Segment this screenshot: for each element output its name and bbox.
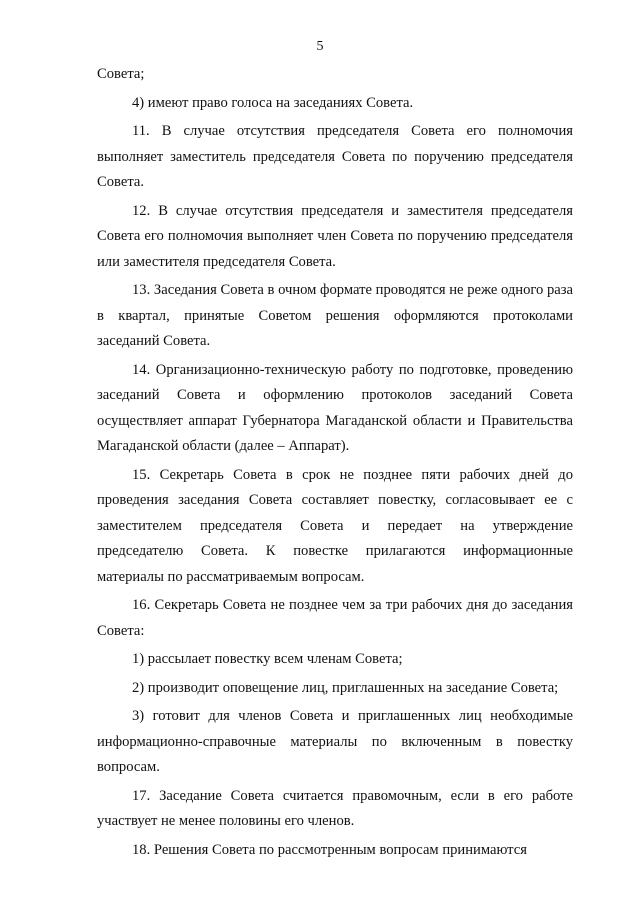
paragraph-15: 15. Секретарь Совета в срок не позднее пяти рабочих дней до проведения заседания Совета составляет повестку, согласовывает ее с заместителем председателя Совета и передает на утверждение председателю Совета. К повестке прилагаются информационные материалы по рассматриваемым вопросам. <box>97 466 573 585</box>
paragraph-16-item-1: 1) рассылает повестку всем членам Совета; <box>132 651 403 667</box>
paragraph-16-item-2: 2) производит оповещение лиц, приглашенных на заседание Совета; <box>132 679 559 696</box>
paragraph-11: 11. В случае отсутствия председателя Совета его полномочия выполняет заместитель председателя Совета по поручению председателя Совета. <box>97 123 573 190</box>
paragraph-12: 12. В случае отсутствия председателя и заместителя председателя Совета его полномочия выполняет член Совета по поручению председателя или заместителя председателя Совета. <box>97 202 573 270</box>
page-number: 5 <box>316 39 324 54</box>
paragraph-18: 18. Решения Совета по рассмотренным вопросам принимаются <box>132 841 527 858</box>
paragraph-13: 13. Заседания Совета в очном формате проводятся не реже одного раза в квартал, принятые Советом решения оформляются протоколами заседаний Совета. <box>97 282 573 349</box>
paragraph-item-4: 4) имеют право голоса на заседаниях Совета. <box>132 94 414 111</box>
paragraph-16-item-3: 3) готовит для членов Совета и приглашенных лиц необходимые информационно-справочные материалы по включенным в повестку вопросам. <box>97 708 573 775</box>
paragraph-continuation: Совета; <box>97 66 145 82</box>
paragraph-17: 17. Заседание Совета считается правомочным, если в его работе участвует не менее половины его членов. <box>97 787 573 829</box>
document-body <box>97 62 573 863</box>
paragraph-16: 16. Секретарь Совета не позднее чем за три рабочих дня до заседания Совета: <box>97 597 573 639</box>
paragraph-14: 14. Организационно-техническую работу по подготовке, проведению заседаний Совета и оформлению протоколов заседаний Совета осуществляет аппарат Губернатора Магаданской области и Правительства Магаданской области (далее – Аппарат). <box>97 361 573 454</box>
